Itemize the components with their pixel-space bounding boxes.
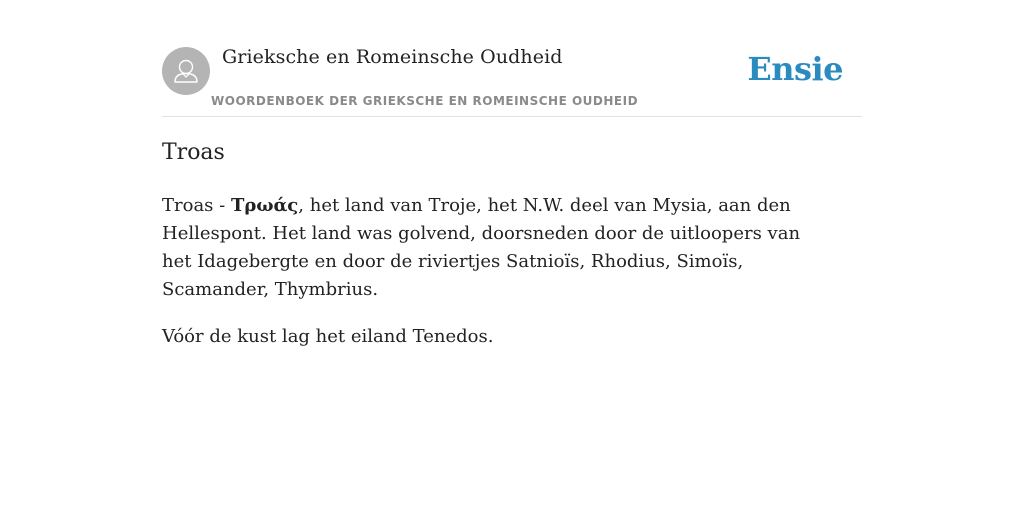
avatar[interactable] (162, 47, 210, 95)
entry-paragraph (162, 192, 822, 304)
header (162, 46, 862, 117)
entry-note: Vóór de kust lag het eiland Tenedos. (162, 326, 494, 347)
user-icon (162, 47, 210, 95)
source-subtitle: WOORDENBOEK DER GRIEKSCHE EN ROMEINSCHE OUDHEID (211, 94, 639, 108)
entry-body (162, 192, 822, 370)
source-title[interactable]: Grieksche en Romeinsche Oudheid (222, 46, 563, 68)
brand-logo[interactable]: Ensie (747, 50, 843, 88)
entry-term: Troas (162, 195, 214, 216)
entry-definition: , het land van Troje, het N.W. deel van Mysia, aan den Hellespont. Het land was golvend, doorsneden door de uitloopers van het Idagebergte en door de riviertjes Satnioïs, Rhodius, Simoïs, Scamander, Thymbrius. (162, 195, 801, 300)
greek-term: Τρωάς (230, 195, 299, 216)
entry-title: Troas (162, 140, 225, 165)
term-separator: - (213, 195, 231, 216)
entry-paragraph (162, 323, 822, 351)
